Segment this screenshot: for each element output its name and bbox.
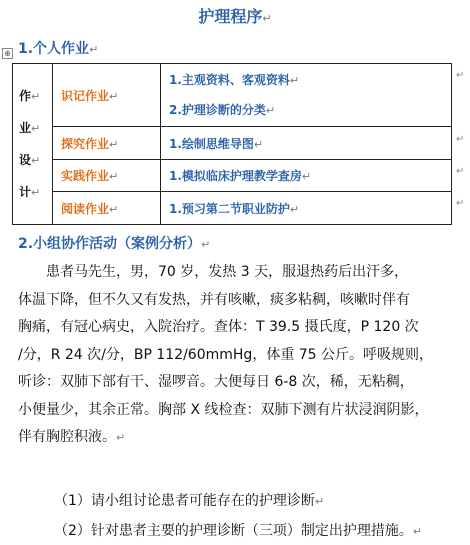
homework-task-cell: 1.绘制思维导图↵ (161, 127, 452, 160)
row-end-mark: ↵ (456, 166, 465, 177)
row-end-mark: ↵ (456, 198, 465, 209)
homework-type-cell: 阅读作业↵ (53, 192, 161, 225)
row-end-mark: ↵ (456, 134, 465, 145)
question-item: （1）请小组讨论患者可能存在的护理诊断↵ (54, 493, 325, 509)
case-line: 听诊：双肺下部有干、湿啰音。大便每日 6-8 次，稀，无粘稠， (18, 374, 414, 390)
homework-table (12, 63, 452, 225)
task-line: 2.护理诊断的分类↵ (169, 103, 276, 117)
question-item: （2）针对患者主要的护理诊断（三项）制定出护理措施。↵ (54, 523, 423, 539)
row-end-mark: ↵ (456, 70, 465, 81)
category-cell (13, 64, 53, 225)
case-line: 体温下降，但不久又有发热，并有咳嗽，痰多粘稠，咳嗽时伴有 (18, 291, 410, 308)
case-line: /分，R 24 次/分，BP 112/60mmHg，体重 75 公斤。呼吸规则， (18, 346, 434, 363)
case-line: 患者马先生，男，70 岁，发热 3 天，服退热药后出汗多， (18, 264, 409, 280)
case-line: 小便量少，其余正常。胸部 X 线检查：双肺下测有片状浸润阴影， (18, 401, 429, 418)
homework-type-cell: 识记作业↵ (53, 64, 161, 127)
task-line: 1.主观资料、客观资料↵ (169, 73, 300, 87)
section2-heading: 2.小组协作活动（案例分析）↵ (18, 236, 211, 252)
case-paragraph (18, 259, 468, 452)
homework-type-cell: 实践作业↵ (53, 160, 161, 192)
paragraph-mark: ↵ (262, 12, 272, 25)
homework-task-cell: 1.模拟临床护理教学查房↵ (161, 160, 452, 192)
paragraph-mark: ↵ (201, 238, 211, 251)
homework-task-cell: 1.预习第二节职业防护↵ (161, 192, 452, 225)
document-title: 护理程序↵ (198, 7, 272, 26)
table-move-handle-icon[interactable]: ⊕ (2, 48, 13, 59)
paragraph-mark: ↵ (89, 43, 99, 56)
category-char: 计↵ (19, 185, 41, 199)
case-line: 胸痛，有冠心病史，入院治疗。查体：T 39.5 摄氏度，P 120 次 (18, 319, 419, 335)
case-line: 伴有胸腔积液。↵ (18, 429, 126, 445)
category-char: 业↵ (19, 121, 41, 135)
homework-task-cell (161, 64, 452, 127)
category-char: 作↵ (19, 89, 41, 103)
category-char: 设↵ (19, 153, 41, 167)
section1-heading: 1.个人作业↵ (18, 41, 99, 57)
homework-type-cell: 探究作业↵ (53, 127, 161, 160)
